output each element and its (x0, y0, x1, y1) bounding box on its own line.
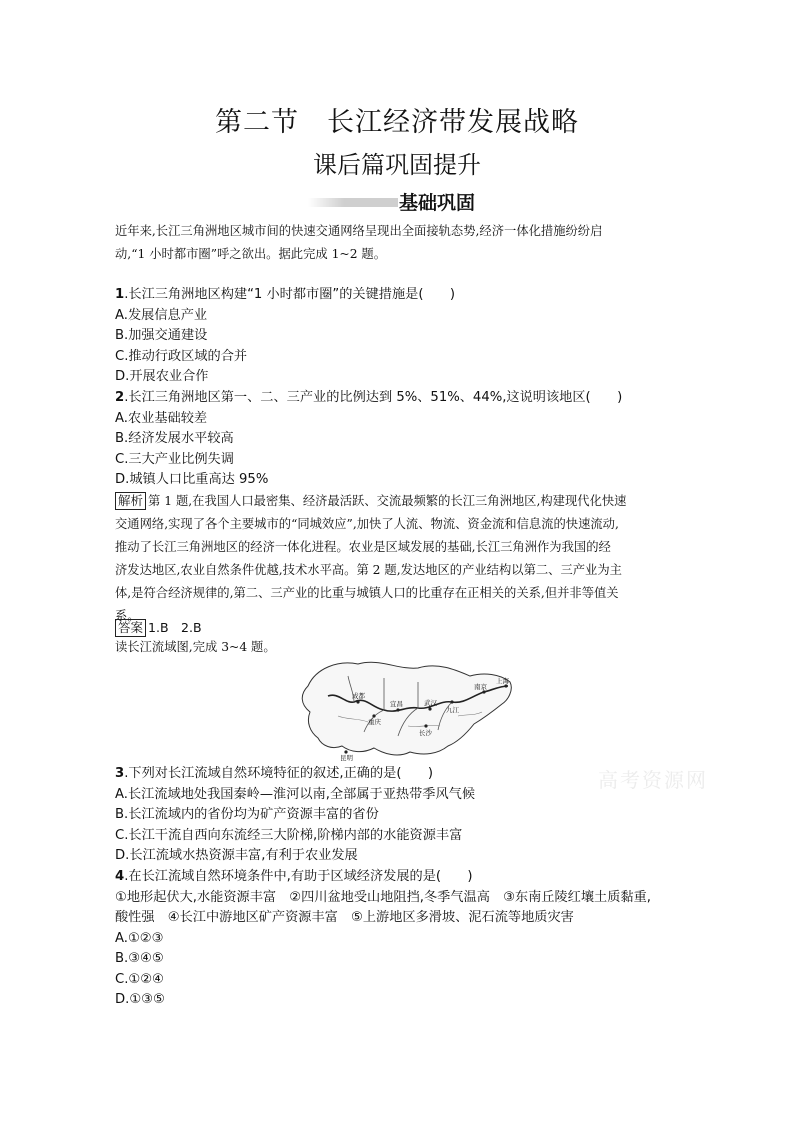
section-title: 基础巩固 (399, 192, 476, 214)
answer-block (115, 618, 202, 637)
intro-passage-1 (115, 220, 695, 266)
analysis-tag: 解析 (115, 492, 146, 510)
question-3-option-b: B.长江流域内的省份均为矿产资源丰富的省份 (115, 807, 379, 822)
map-label-nanjing: 南京 (474, 683, 487, 691)
analysis-block (115, 490, 695, 628)
map-label-shanghai: 上海 (496, 677, 509, 685)
question-3 (115, 764, 695, 867)
question-1-number: 1 (115, 287, 125, 302)
question-4-option-b: B.③④⑤ (115, 951, 164, 966)
question-1-option-c: C.推动行政区域的合并 (115, 348, 248, 364)
map-label-changsha: 长沙 (419, 729, 432, 737)
question-4-option-d: D.①③⑤ (115, 992, 165, 1007)
analysis-line-3: 推动了长江三角洲地区的经济一体化进程。农业是区域发展的基础,长江三角洲作为我国的经 (115, 540, 611, 554)
question-1-option-d: D.开展农业合作 (115, 369, 209, 384)
intro-passage-2: 读长江流域图,完成 3~4 题。 (115, 640, 276, 654)
question-3-stem: .下列对长江流域自然环境特征的叙述,正确的是( ) (124, 766, 433, 781)
question-3-option-a: A.长江流域地处我国秦岭—淮河以南,全部属于亚热带季风气候 (115, 786, 476, 802)
question-4-stem: .在长江流域自然环境条件中,有助于区域经济发展的是( ) (124, 869, 473, 884)
analysis-line-5: 体,是符合经济规律的,第二、三产业的比重与城镇人口的比重存在正相关的关系,但并非等值关 (115, 586, 619, 600)
map-label-chongqing: 重庆 (368, 718, 381, 726)
question-2-number: 2 (115, 390, 125, 405)
section-decor-bar (308, 198, 398, 207)
answer-tag: 答案 (115, 619, 146, 637)
intro-line-1: 近年来,长江三角洲地区城市间的快速交通网络呈现出全面接轨态势,经济一体化措施纷纷启 (115, 224, 603, 238)
question-3-option-c: C.长江干流自西向东流经三大阶梯,阶梯内部的水能资源丰富 (115, 827, 463, 843)
question-2-option-b: B.经济发展水平较高 (115, 431, 234, 446)
question-1-option-b: B.加强交通建设 (115, 328, 208, 343)
page-title: 第二节 长江经济带发展战略 (215, 107, 579, 138)
analysis-line-2: 交通网络,实现了各个主要城市的“同城效应”,加快了人流、物流、资金流和信息流的快速流动, (115, 517, 619, 531)
analysis-line-1: 第 1 题,在我国人口最密集、经济最活跃、交流最频繁的长江三角洲地区,构建现代化快速 (148, 494, 627, 508)
map-label-yichang: 宜昌 (390, 700, 403, 708)
page-subtitle: 课后篇巩固提升 (313, 151, 481, 179)
watermark: 高考资源网 (598, 768, 708, 792)
question-4-option-a: A.①②③ (115, 930, 164, 946)
map-label-kunming: 昆明 (340, 754, 353, 762)
question-4-number: 4 (115, 869, 125, 884)
question-1-stem: .长江三角洲地区构建“1 小时都市圈”的关键措施是( ) (124, 287, 456, 302)
question-1 (115, 285, 695, 388)
question-4-statement-line-2: 酸性强 ④长江中游地区矿产资源丰富 ⑤上游地区多滑坡、泥石流等地质灾害 (115, 910, 574, 925)
question-2-option-d: D.城镇人口比重高达 95% (115, 472, 269, 487)
question-2 (115, 388, 695, 491)
map-label-jiujiang: 九江 (446, 706, 459, 714)
question-2-option-a: A.农业基础较差 (115, 410, 208, 426)
analysis-line-6: 系。 (115, 609, 140, 623)
question-4-statement-line-1: ①地形起伏大,水能资源丰富 ②四川盆地受山地阻挡,冬季气温高 ③东南丘陵红壤土质黏重, (115, 889, 651, 905)
map-label-wuhan: 武汉 (424, 699, 437, 707)
question-2-option-c: C.三大产业比例失调 (115, 451, 234, 467)
yangtze-basin-map (288, 656, 516, 764)
map-label-chengdu: 成都 (352, 692, 365, 700)
question-4 (115, 867, 695, 1011)
question-3-number: 3 (115, 766, 125, 781)
question-3-option-d: D.长江流域水热资源丰富,有利于农业发展 (115, 848, 358, 863)
intro-line-2: 动,“1 小时都市圈”呼之欲出。据此完成 1~2 题。 (115, 247, 387, 261)
analysis-line-4: 济发达地区,农业自然条件优越,技术水平高。第 2 题,发达地区的产业结构以第二、三产业为主 (115, 563, 622, 577)
question-4-option-c: C.①②④ (115, 971, 164, 987)
answer-text: 1.B 2.B (148, 620, 202, 635)
question-2-stem: .长江三角洲地区第一、二、三产业的比例达到 5%、51%、44%,这说明该地区( ) (124, 390, 623, 405)
question-1-option-a: A.发展信息产业 (115, 307, 208, 323)
